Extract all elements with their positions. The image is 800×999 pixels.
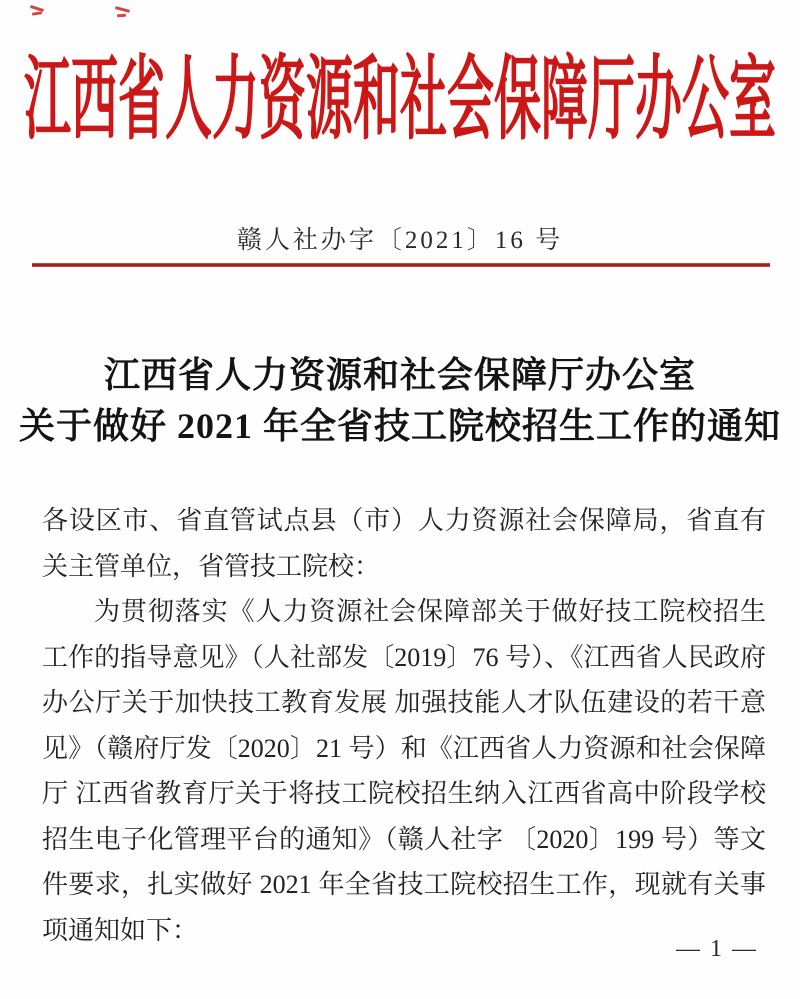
doc-reference-number: 赣人社办字〔2021〕16 号 — [236, 227, 564, 254]
letterhead — [0, 42, 800, 152]
red-divider — [32, 263, 770, 267]
page-number: — 1 — — [676, 936, 758, 962]
doc-title-line2: 关于做好 2021 年全省技工院校招生工作的通知 — [18, 406, 781, 446]
scan-artifact-icon — [115, 6, 130, 13]
recipients-paragraph: 各设区市、省直管试点县（市）人力资源社会保障局，省直有关主管单位，省管技工院校： — [42, 506, 766, 581]
scan-artifact-icon — [32, 11, 42, 15]
doc-body — [42, 498, 766, 953]
scan-artifact-icon — [117, 14, 126, 18]
body-paragraph: 为贯彻落实《人力资源社会保障部关于做好技工院校招生工作的指导意见》（人社部发〔2019〕76 号）、《江西省人民政府办公厅关于加快技工教育发展 加强技能人才队伍建设的若干意见》（赣府厅发〔2020〕21 号）和《江西省人力资源和社会保障厅 江西省教育厅关于将技工院校招生纳入江西省高中阶段学校招生电子化管理平台的通知》（赣人社字 〔2020〕199 号）等文件要求，扎实做好 2021 年全省技工院校招生工作，现就有关事项通知如下： — [42, 597, 766, 945]
doc-title-line1: 江西省人力资源和社会保障厅办公室 — [103, 355, 696, 395]
doc-title — [0, 350, 800, 452]
letterhead-title: 江西省人力资源和社会保障厅办公室 — [24, 50, 776, 152]
